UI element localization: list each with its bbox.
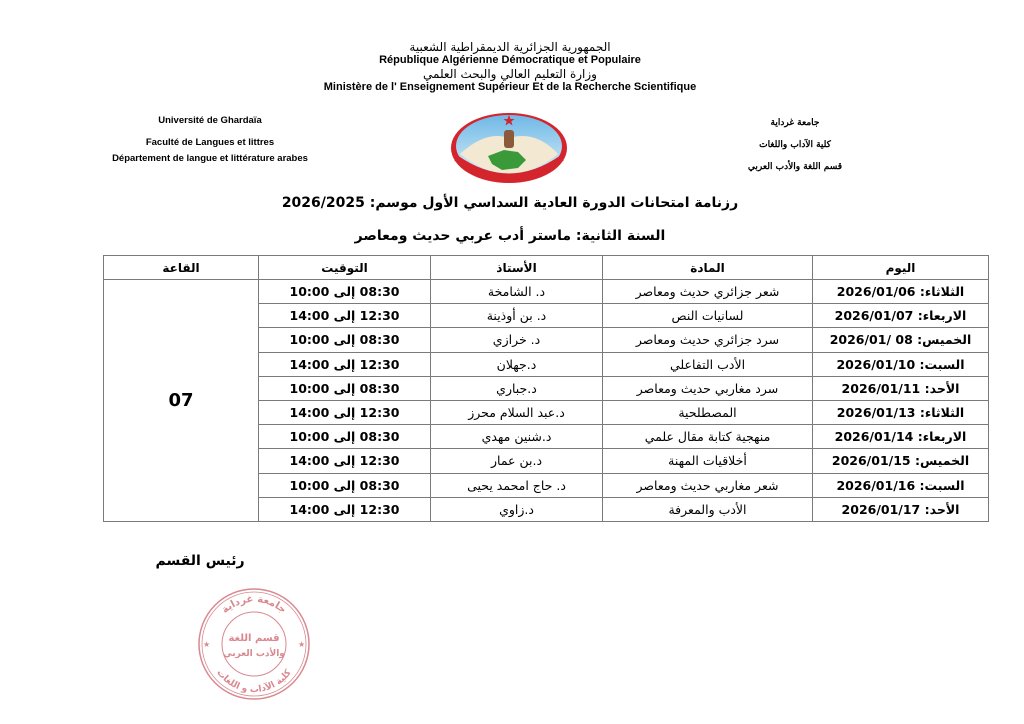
institution-block-french [110,112,310,168]
exam-schedule-title: رزنامة امتحانات الدورة العادية السداسي الأول موسم: 2026/2025 [281,195,739,211]
table-header-row [104,256,989,280]
cell-subject: المصطلحية [603,400,813,424]
svg-text:جامعة غرداية [220,594,288,616]
department-name-ar: قسم اللغة والأدب العربي [747,162,843,172]
table-row [104,280,989,304]
cell-professor: د.شنين مهدي [431,425,603,449]
cell-day: الثلاثاء: 2026/01/06 [813,280,989,304]
faculty-name-fr: Faculté de Langues et littres [145,137,275,148]
university-logo-icon [446,110,572,186]
cell-room: 07 [104,280,259,522]
cell-day: الاربعاء: 2026/01/14 [813,425,989,449]
republic-french: République Algérienne Démocratique et Populaire [379,54,641,66]
stamp-bottom-text: كلية الآداب و اللغات [214,667,294,696]
stamp-inner-line1: قسم اللغة [228,633,280,644]
cell-time: 12:30 إلى 14:00 [259,400,431,424]
stamp-star-icon: ★ [203,640,211,649]
institution-block-arabic [725,112,865,178]
header-day: اليوم [813,256,989,280]
cell-day: الخميس: 08 /2026/01 [813,328,989,352]
republic-arabic: الجمهورية الجزائرية الديمقراطية الشعبية [409,40,611,54]
cell-professor: د.بن عمار [431,449,603,473]
university-name-ar: جامعة غرداية [770,118,820,128]
cell-time: 08:30 إلى 10:00 [259,328,431,352]
stamp-inner-line2: والأدب العربي [223,649,285,659]
university-name-fr: Université de Ghardaïa [158,115,262,126]
program-subtitle: السنة الثانية: ماستر أدب عربي حديث ومعاصر [354,228,666,244]
cell-time: 12:30 إلى 14:00 [259,352,431,376]
cell-professor: د. حاج امحمد يحيى [431,473,603,497]
cell-day: السبت: 2026/01/16 [813,473,989,497]
cell-subject: لسانيات النص [603,304,813,328]
cell-time: 12:30 إلى 14:00 [259,304,431,328]
stamp-star-icon: ★ [298,640,306,649]
cell-day: الخميس: 2026/01/15 [813,449,989,473]
cell-time: 12:30 إلى 14:00 [259,449,431,473]
department-name-fr: Département de langue et littérature arabes [112,153,308,164]
cell-subject: الأدب التفاعلي [603,352,813,376]
cell-professor: د.جهلان [431,352,603,376]
faculty-name-ar: كلية الآداب واللغات [759,140,831,150]
cell-subject: سرد مغاربي حديث ومعاصر [603,376,813,400]
cell-subject: الأدب والمعرفة [603,497,813,521]
cell-time: 08:30 إلى 10:00 [259,376,431,400]
cell-day: الثلاثاء: 2026/01/13 [813,400,989,424]
exam-schedule-table [103,255,989,522]
cell-time: 08:30 إلى 10:00 [259,280,431,304]
cell-subject: شعر مغاربي حديث ومعاصر [603,473,813,497]
cell-professor: د. خرازي [431,328,603,352]
header-room: القاعة [104,256,259,280]
cell-subject: أخلاقيات المهنة [603,449,813,473]
department-head-label: رئيس القسم [155,553,245,569]
official-header [300,40,720,94]
cell-time: 12:30 إلى 14:00 [259,497,431,521]
stamp-top-text: جامعة غرداية [219,593,289,616]
cell-professor: د.عبد السلام محرز [431,400,603,424]
cell-professor: د.زاوي [431,497,603,521]
cell-day: الأحد: 2026/01/17 [813,497,989,521]
cell-professor: د. الشامخة [431,280,603,304]
cell-time: 08:30 إلى 10:00 [259,473,431,497]
department-stamp-icon [195,585,313,703]
ministry-french: Ministère de l' Enseignement Supérieur Et de la Recherche Scientifique [323,81,697,93]
header-professor: الأستاذ [431,256,603,280]
cell-subject: سرد جزائري حديث ومعاصر [603,328,813,352]
cell-subject: منهجية كتابة مقال علمي [603,425,813,449]
cell-day: السبت: 2026/01/10 [813,352,989,376]
cell-subject: شعر جزائري حديث ومعاصر [603,280,813,304]
ministry-arabic: وزارة التعليم العالي والبحث العلمي [423,67,597,81]
cell-day: الأحد: 2026/01/11 [813,376,989,400]
cell-time: 08:30 إلى 10:00 [259,425,431,449]
cell-day: الاربعاء: 2026/01/07 [813,304,989,328]
header-time: التوقيت [259,256,431,280]
header-subject: المادة [603,256,813,280]
cell-professor: د. بن أوذينة [431,304,603,328]
cell-professor: د.جباري [431,376,603,400]
